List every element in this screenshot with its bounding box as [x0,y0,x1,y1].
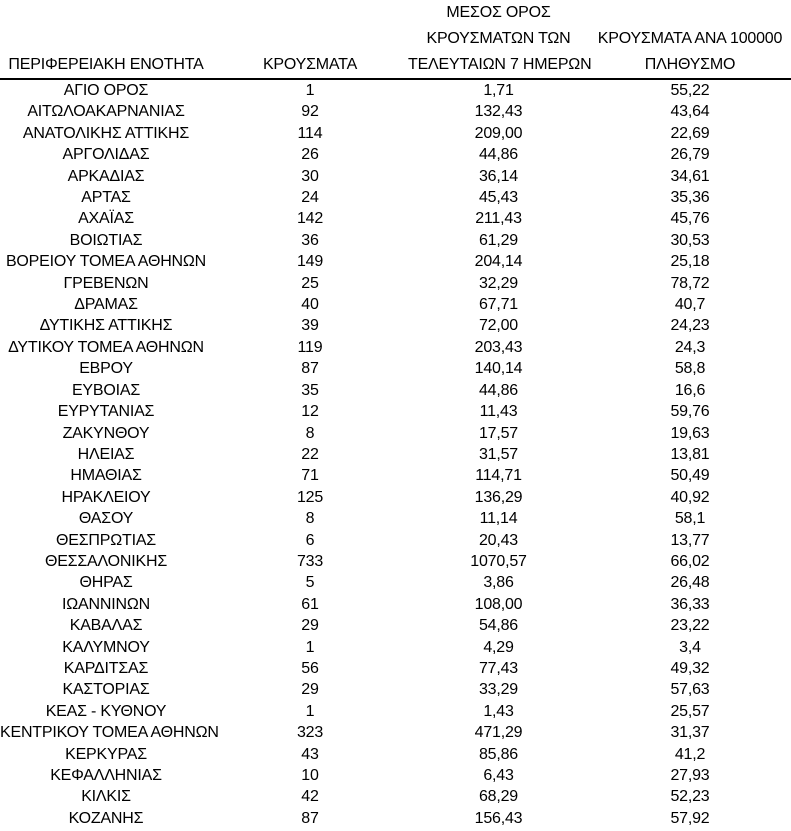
avg7-cell: 11,43 [479,403,518,421]
column-header-per100k-line2: ΠΛΗΘΥΣΜΟ [644,56,736,73]
avg7-cell: 140,14 [474,360,523,378]
region-cell: ΚΙΛΚΙΣ [81,788,131,806]
per100k-cell: 16,6 [674,381,706,399]
table-row [0,208,791,229]
column-header-avg7-line2: ΚΡΟΥΣΜΑΤΩΝ ΤΩΝ [426,30,571,47]
cases-cell: 10 [301,767,319,784]
column-header-avg7-line1: ΜΕΣΟΣ ΟΡΟΣ [446,4,551,21]
table-row [0,765,791,786]
per100k-cell: 45,76 [670,210,710,228]
column-header-region [0,0,212,79]
avg7-cell: 6,43 [483,767,514,784]
per100k-cell: 19,63 [670,424,710,442]
cases-cell: 87 [301,809,319,827]
cases-cell: 6 [305,531,315,549]
table-row [0,444,791,465]
table-row [0,123,791,144]
column-header-per100k [589,0,791,79]
avg7-cell: 31,57 [478,445,519,463]
cases-cell: 42 [301,788,319,806]
cases-cell: 56 [301,659,319,677]
per100k-cell: 50,49 [670,467,710,485]
region-cell: ΚΑΡΔΙΤΣΑΣ [63,659,149,677]
region-cell: ΒΟΙΩΤΙΑΣ [69,231,143,249]
cases-cell: 5 [305,574,315,592]
per100k-cell: 52,23 [670,788,710,806]
avg7-cell: 72,00 [478,317,519,335]
region-cell: ΗΡΑΚΛΕΙΟΥ [61,488,151,506]
region-cell: ΕΒΡΟΥ [79,360,133,378]
region-cell: ΚΕΑΣ - ΚΥΘΝΟΥ [45,702,167,720]
region-cell: ΕΥΒΟΙΑΣ [71,381,141,399]
region-cell: ΘΕΣΣΑΛΟΝΙΚΗΣ [44,552,168,570]
cases-cell: 8 [305,424,315,442]
table-row [0,358,791,379]
table-row [0,187,791,208]
cases-cell: 61 [301,595,319,613]
region-cell: ΑΙΤΩΛΟΑΚΑΡΝΑΝΙΑΣ [27,103,185,121]
avg7-cell: 156,43 [474,809,523,827]
region-cell: ΑΡΓΟΛΙΔΑΣ [62,146,150,164]
per100k-cell: 59,76 [670,403,710,421]
per100k-cell: 58,8 [674,360,706,378]
table-row [0,551,791,572]
cases-cell: 125 [296,488,324,506]
table-row [0,294,791,315]
per100k-cell: 35,36 [670,189,710,207]
per100k-cell: 27,93 [670,767,710,784]
table-row [0,101,791,122]
region-cell: ΚΕΦΑΛΛΗΝΙΑΣ [50,767,162,784]
per100k-cell: 25,18 [670,253,710,271]
avg7-cell: 44,86 [478,381,519,399]
region-cell: ΚΑΛΥΜΝΟΥ [62,638,150,656]
region-cell: ΖΑΚΥΝΘΟΥ [62,424,150,442]
avg7-cell: 17,57 [478,424,519,442]
cases-cell: 1 [305,82,315,99]
avg7-cell: 61,29 [478,231,519,249]
per100k-cell: 66,02 [670,552,710,570]
table-row [0,508,791,529]
table-row [0,658,791,679]
table-row [0,166,791,187]
avg7-cell: 132,43 [474,103,523,121]
table-row [0,679,791,700]
avg7-cell: 44,86 [478,146,519,164]
table-row [0,251,791,272]
region-cell: ΘΕΣΠΡΩΤΙΑΣ [56,531,156,549]
region-cell: ΔΥΤΙΚΟΥ ΤΟΜΕΑ ΑΘΗΝΩΝ [8,338,204,356]
cases-cell: 39 [301,317,319,335]
cases-cell: 142 [296,210,324,228]
per100k-cell: 31,37 [670,724,710,742]
table-row [0,722,791,743]
per100k-cell: 55,22 [670,82,710,99]
cases-cell: 149 [296,253,324,271]
cases-cell: 40 [301,296,319,314]
table-row [0,615,791,636]
avg7-cell: 136,29 [474,488,523,506]
avg7-cell: 114,71 [475,467,522,485]
avg7-cell: 204,14 [474,253,523,271]
region-cell: ΗΜΑΘΙΑΣ [70,467,142,485]
table-row [0,230,791,251]
per100k-cell: 57,63 [670,681,710,699]
region-cell: ΑΧΑΪΑΣ [78,210,134,228]
region-cell: ΑΓΙΟ ΟΡΟΣ [63,82,149,99]
avg7-cell: 203,43 [474,338,523,356]
table-row [0,380,791,401]
per100k-cell: 13,81 [670,445,710,463]
cases-cell: 71 [301,467,319,485]
cases-cell: 25 [301,274,319,292]
cases-cell: 29 [301,617,319,635]
avg7-cell: 85,86 [478,745,519,763]
per100k-cell: 58,1 [674,510,706,528]
region-cell: ΚΑΣΤΟΡΙΑΣ [62,681,150,699]
per100k-cell: 26,48 [670,574,710,592]
per100k-cell: 26,79 [670,146,710,164]
region-cell: ΘΗΡΑΣ [79,574,133,592]
table-row [0,79,791,101]
per100k-cell: 57,92 [670,809,710,827]
table-header-row [0,0,791,79]
region-cell: ΒΟΡΕΙΟΥ ΤΟΜΕΑ ΑΘΗΝΩΝ [5,253,207,271]
avg7-cell: 36,14 [478,167,519,185]
per100k-cell: 30,53 [670,231,710,249]
cases-cell: 323 [296,724,324,742]
avg7-cell: 67,71 [478,296,519,314]
cases-cell: 24 [301,189,319,207]
avg7-cell: 68,29 [478,788,519,806]
table-row [0,701,791,722]
cases-cell: 114 [297,124,323,142]
per100k-cell: 22,69 [670,124,710,142]
avg7-cell: 45,43 [478,189,519,207]
per100k-cell: 24,23 [670,317,710,335]
table-row [0,423,791,444]
table-row [0,315,791,336]
per100k-cell: 78,72 [670,274,710,292]
avg7-cell: 108,00 [474,595,523,613]
table-row [0,401,791,422]
avg7-cell: 1,71 [483,82,514,99]
cases-cell: 36 [301,231,319,249]
per100k-cell: 40,7 [674,296,706,314]
column-header-cases [212,0,408,79]
avg7-cell: 32,29 [478,274,519,292]
column-header-cases-line: ΚΡΟΥΣΜΑΤΑ [262,56,358,73]
table-row [0,594,791,615]
region-cell: ΓΡΕΒΕΝΩΝ [63,274,149,292]
column-header-avg7-line3: ΤΕΛΕΥΤΑΙΩΝ 7 ΗΜΕΡΩΝ [408,56,592,73]
region-cell: ΚΕΝΤΡΙΚΟΥ ΤΟΜΕΑ ΑΘΗΝΩΝ [0,724,219,742]
table-row [0,487,791,508]
cases-cell: 35 [301,381,319,399]
avg7-cell: 1,43 [483,702,514,720]
cases-cell: 92 [301,103,319,121]
table-header [0,0,791,79]
cases-cell: 43 [301,745,319,763]
table-row [0,637,791,658]
region-cell: ΑΡΤΑΣ [81,189,131,207]
per100k-cell: 36,33 [670,595,710,613]
table-row [0,808,791,829]
avg7-cell: 54,86 [478,617,519,635]
table-row [0,530,791,551]
per100k-cell: 13,77 [670,531,710,549]
per100k-cell: 23,22 [670,617,710,635]
avg7-cell: 211,43 [475,210,522,228]
avg7-cell: 20,43 [478,531,519,549]
region-cell: ΗΛΕΙΑΣ [77,445,135,463]
region-cell: ΘΑΣΟΥ [78,510,134,528]
table-row [0,465,791,486]
per100k-cell: 43,64 [670,103,710,121]
table-row [0,786,791,807]
cases-cell: 12 [301,403,319,421]
region-cell: ΑΝΑΤΟΛΙΚΗΣ ΑΤΤΙΚΗΣ [22,124,190,142]
table-body [0,79,791,829]
table-row [0,273,791,294]
cases-cell: 29 [301,681,319,699]
region-cell: ΑΡΚΑΔΙΑΣ [67,167,145,185]
per100k-cell: 3,4 [679,638,701,656]
region-cell: ΔΡΑΜΑΣ [74,296,138,314]
cases-cell: 733 [296,552,324,570]
cases-cell: 87 [301,360,319,378]
per100k-cell: 25,57 [670,702,710,720]
cases-cell: 1 [305,638,315,656]
region-cell: ΚΟΖΑΝΗΣ [68,809,144,827]
table-row [0,144,791,165]
column-header-avg7 [408,0,592,79]
avg7-cell: 33,29 [478,681,519,699]
per100k-cell: 40,92 [670,488,710,506]
region-cell: ΙΩΑΝΝΙΝΩΝ [62,595,150,613]
table-row [0,572,791,593]
column-header-per100k-line1: ΚΡΟΥΣΜΑΤΑ ΑΝΑ 100000 [597,30,783,47]
region-cell: ΚΑΒΑΛΑΣ [69,617,143,635]
per100k-cell: 24,3 [674,338,706,356]
cases-cell: 1 [305,702,315,720]
cases-cell: 26 [301,146,319,164]
avg7-cell: 3,86 [483,574,514,592]
region-cell: ΔΥΤΙΚΗΣ ΑΤΤΙΚΗΣ [39,317,173,335]
cases-cell: 30 [301,167,319,185]
cases-cell: 22 [301,445,319,463]
avg7-cell: 77,43 [478,659,519,677]
per100k-cell: 49,32 [670,659,710,677]
region-cell: ΕΥΡΥΤΑΝΙΑΣ [57,403,155,421]
avg7-cell: 4,29 [483,638,514,656]
column-header-region-line: ΠΕΡΙΦΕΡΕΙΑΚΗ ΕΝΟΤΗΤΑ [8,56,204,73]
avg7-cell: 11,14 [479,510,518,528]
avg7-cell: 209,00 [474,124,523,142]
per100k-cell: 41,2 [674,745,706,763]
region-cell: ΚΕΡΚΥΡΑΣ [65,745,147,763]
table-row [0,337,791,358]
table-row [0,744,791,765]
cases-cell: 119 [297,338,323,356]
avg7-cell: 471,29 [474,724,523,742]
cases-cell: 8 [305,510,315,528]
avg7-cell: 1070,57 [470,552,527,570]
per100k-cell: 34,61 [670,167,710,185]
